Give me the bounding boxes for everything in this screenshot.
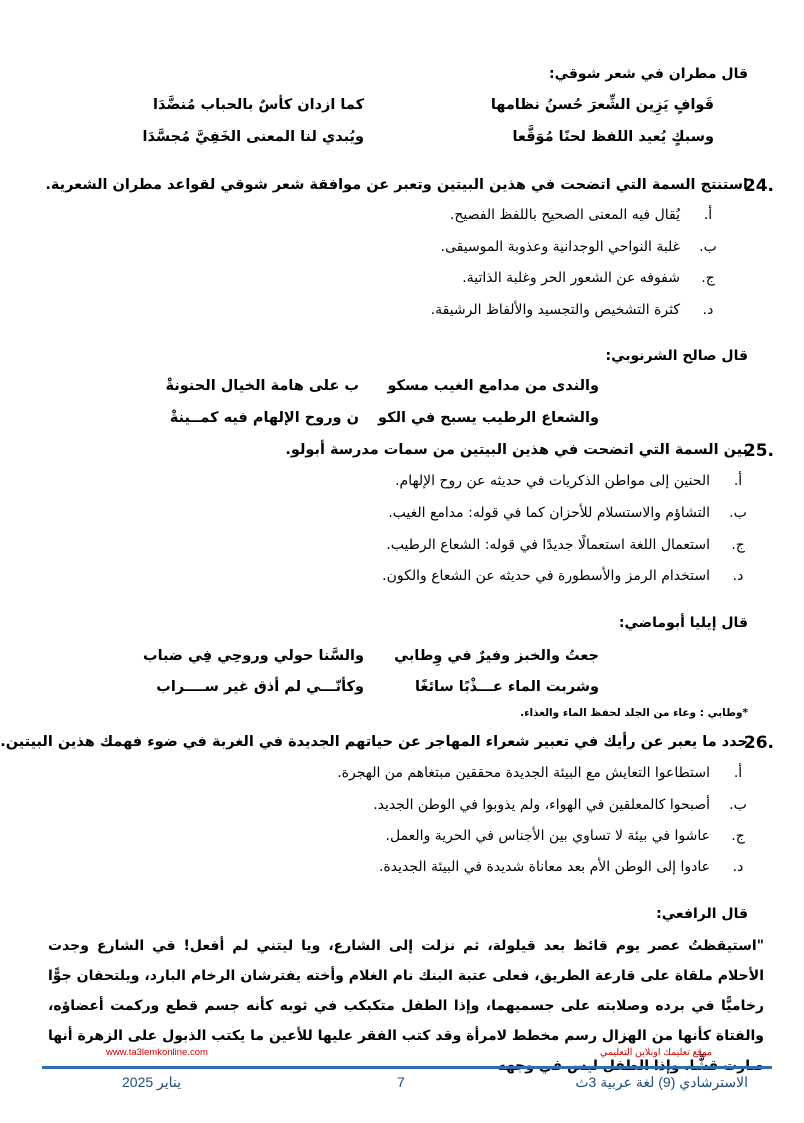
verse-second-half: كما ازدان كأسٌ بالحباب مُنضَّدَا [152, 97, 364, 113]
option-text: أصبحوا كالمعلقين في الهواء، ولم يذوبوا في الوطن الجديد. [373, 797, 710, 813]
question-text: حدد ما يعبر عن رأيك في تعبير شعراء المهاجر عن حياتهم الجديدة في الغربة في ضوء فهمك هذين البيتين. [0, 734, 748, 750]
option-letter: ب. [729, 797, 747, 813]
question-number: 26. [743, 733, 774, 753]
verse-second-half: ب على هامة الخيال الحنونةْ [165, 378, 359, 394]
verse-second-half: ن وروح الإلهام فيه كمــينةْ [169, 410, 359, 426]
section-intro: قال إيليا أبوماضي: [618, 615, 748, 631]
option-letter: أ. [703, 207, 713, 223]
option-text: استعمال اللغة استعمالًا جديدًا في قوله: الشعاع الرطيب. [386, 537, 710, 553]
option-letter: أ. [733, 765, 743, 781]
option-letter: ج. [701, 270, 715, 286]
question-number: 25. [743, 441, 774, 461]
section-intro: قال مطران في شعر شوقي: [548, 66, 748, 82]
footer-title: الاسترشادي (9) لغة عربية 3ث [575, 1074, 748, 1090]
option-text: الحنين إلى مواطن الذكريات في حديثه عن روح الإلهام. [395, 473, 710, 489]
option-letter: ج. [731, 537, 745, 553]
verse-second-half: والسَّنا حولي وروحِي فِي ضباب [143, 648, 364, 664]
verse-first-half: والشعاع الرطيب يسبح في الكو [378, 410, 599, 426]
footer-date: يناير 2025 [122, 1074, 182, 1090]
verse-second-half: وكأنّـــي لم أذق غير ســــراب [156, 679, 364, 695]
verse-first-half: وشربت الماء عـــذْبًا سائغًا [414, 679, 599, 695]
passage-paragraph: "استيقظتُ عصر يوم قائظ بعد قيلولة، ثم نزلت إلى الشارع، ويا ليتني لم أفعل! في الشارع وجدت الأحلام ملقاة على قارعة الطريق، فعلى عتبة البنك نام الغلام وأخته يفترشان الرخام البارد، ويلتحفان جوًّا رخاميًّا في برده وصلابته على جسميهما، وإذا الطفل متكبكب في ثوبه كأنه جسم قطع وركمت أعضاؤه، والفتاة كأنها من الهزال رسم مخطط لامرأة وقد كتب الفقر عليها للأعين ما يكتب الذبول على الزهرة أنها [48, 938, 764, 1044]
option-letter: ج. [731, 828, 745, 844]
option-letter: د. [732, 859, 744, 875]
question-text: بين السمة التي اتضحت في هذين البيتين من سمات مدرسة أبولو. [285, 442, 748, 458]
option-text: استطاعوا التعايش مع البيئة الجديدة محققين مبتغاهم من الهجرة. [337, 765, 710, 781]
passage-intro: قال الرافعي: [656, 906, 748, 922]
footnote: *وطابي : وعاء من الجلد لحفظ الماء والغذاء. [520, 707, 748, 719]
option-letter: د. [732, 568, 744, 584]
question-number: 24. [743, 176, 774, 196]
question-text: استنتج السمة التي اتضحت في هذين البيتين وتعبر عن موافقة شعر شوقي لقواعد مطران الشعرية. [45, 177, 748, 193]
verse-first-half: جعتُ والخبز وفيرٌ في وِطابي [394, 648, 599, 664]
page-number: 7 [397, 1074, 405, 1090]
option-text: شفوفه عن الشعور الحر وغلبة الذاتية. [462, 270, 680, 286]
option-text: استخدام الرمز والأسطورة في حديثه عن الشعاع والكون. [382, 568, 710, 584]
verse-first-half: قَوافٍ يَزِين الشِّعرَ حُسنُ نظامها [490, 97, 714, 113]
option-letter: ب. [699, 239, 717, 255]
verse-first-half: وسبكٍ يُعيد اللفظ لحنًا مُوَقَّعا [512, 129, 714, 145]
watermark-site-name: موقع تعليمك اونلاين التعليمي [600, 1047, 713, 1058]
verse-first-half: والندى من مدامع الغيب مسكو [387, 378, 599, 394]
option-text: عادوا إلى الوطن الأم بعد معاناة شديدة في البيئة الجديدة. [378, 859, 710, 875]
option-letter: أ. [733, 473, 743, 489]
option-letter: د. [702, 302, 714, 318]
watermark-url[interactable]: www.ta3lemkonline.com [106, 1047, 208, 1058]
option-text: غلبة النواحي الوجدانية وعذوبة الموسيقى. [440, 239, 680, 255]
option-text: يُقال فيه المعنى الصحيح باللفظ الفصيح. [449, 207, 680, 223]
option-text: التشاؤم والاستسلام للأحزان كما في قوله: مدامع الغيب. [388, 505, 710, 521]
section-intro: قال صالح الشرنوبي: [605, 348, 748, 364]
option-text: عاشوا في بيئة لا تساوي بين الأجناس في الحرية والعمل. [385, 828, 710, 844]
option-letter: ب. [729, 505, 747, 521]
option-text: كثرة التشخيص والتجسيد والألفاظ الرشيقة. [430, 302, 680, 318]
verse-second-half: ويُبدي لنا المعنى الخَفِيَّ مُجسَّدَا [142, 129, 364, 145]
footer-divider [42, 1066, 772, 1069]
